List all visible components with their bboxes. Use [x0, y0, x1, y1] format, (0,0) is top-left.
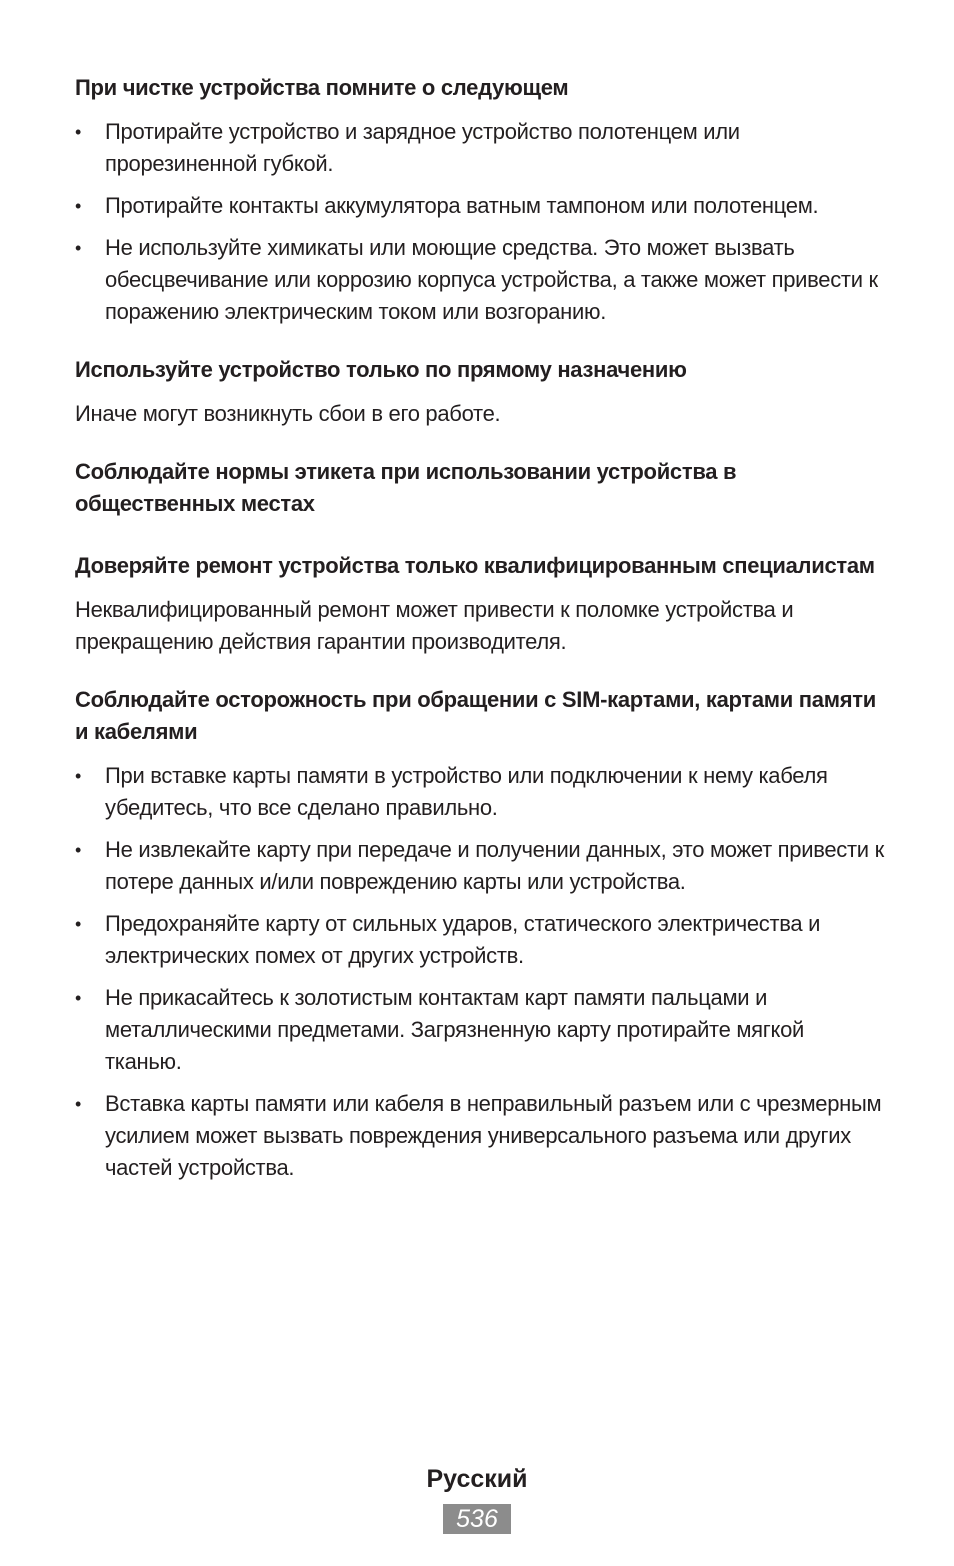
page-content [75, 72, 885, 1184]
section-title-cards: Соблюдайте осторожность при обращении с SIM-картами, картами памяти и кабелями [75, 687, 876, 744]
bullet-icon: • [75, 196, 82, 216]
repair-text: Неквалифицированный ремонт может привести к поломке устройства и прекращению действия гарантии производителя. [75, 597, 794, 654]
list-item: • Протирайте контакты аккумулятора ватным тампоном или полотенцем. [75, 190, 885, 222]
list-item: • При вставке карты памяти в устройство или подключении к нему кабеля убедитесь, что все сделано правильно. [75, 760, 885, 824]
bullet-icon: • [75, 840, 82, 860]
bullet-icon: • [75, 238, 82, 258]
footer-language: Русский [426, 1465, 528, 1493]
section-title-repair: Доверяйте ремонт устройства только квалифицированным специалистам [75, 553, 875, 578]
bullet-icon: • [75, 1094, 82, 1114]
bullet-icon: • [75, 988, 82, 1008]
page-number: 536 [443, 1504, 511, 1534]
list-item: • Протирайте устройство и зарядное устройство полотенцем или прорезиненной губкой. [75, 116, 885, 180]
list-item: • Не прикасайтесь к золотистым контактам карт памяти пальцами и металлическими предметами. Загрязненную карту протирайте мягкой тканью. [75, 982, 885, 1078]
purpose-text: Иначе могут возникнуть сбои в его работе. [75, 401, 501, 426]
section-title-etiquette: Соблюдайте нормы этикета при использовании устройства в общественных местах [75, 459, 737, 516]
list-item: • Не извлекайте карту при передаче и получении данных, это может привести к потере данных и/или повреждению карты или устройства. [75, 834, 885, 898]
bullet-icon: • [75, 122, 82, 142]
section-title-purpose: Используйте устройство только по прямому назначению [75, 357, 687, 382]
list-item: • Предохраняйте карту от сильных ударов, статического электричества и электрических помех от других устройств. [75, 908, 885, 972]
cards-list [75, 760, 885, 1184]
section-title-cleaning: При чистке устройства помните о следующем [75, 75, 569, 100]
list-item: • Не используйте химикаты или моющие средства. Это может вызвать обесцвечивание или коррозию корпуса устройства, а также может привести к поражению электрическим током или возгоранию. [75, 232, 885, 328]
cleaning-list [75, 116, 885, 328]
bullet-icon: • [75, 766, 82, 786]
bullet-icon: • [75, 914, 82, 934]
list-item: • Вставка карты памяти или кабеля в неправильный разъем или с чрезмерным усилием может вызвать повреждения универсального разъема или других частей устройства. [75, 1088, 885, 1184]
